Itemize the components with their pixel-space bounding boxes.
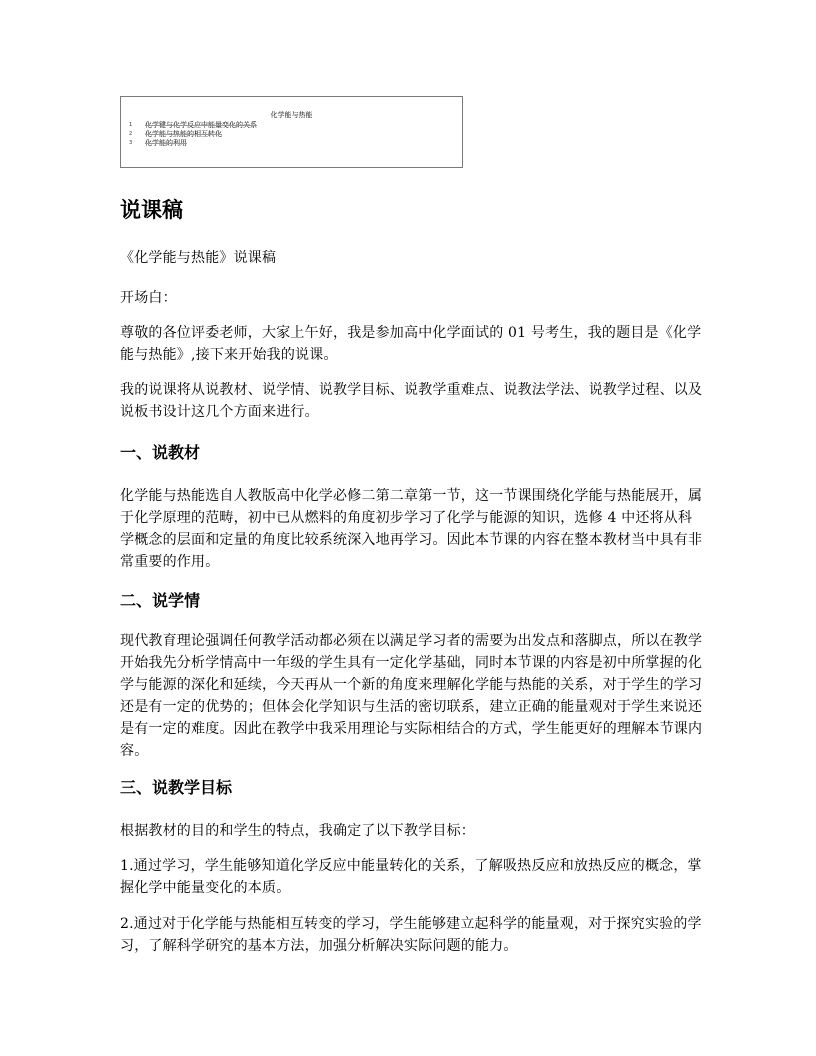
thumbnail-item-text: 化学能与热能的相互转化 <box>145 130 222 138</box>
thumbnail-item-number: 3 <box>129 140 133 146</box>
document-title: 说课稿 <box>120 198 183 222</box>
section-heading-textbook: 一、说教材 <box>120 443 201 462</box>
opening-paragraph-2: 我的说课将从说教材、说学情、说教学目标、说教学重难点、说教法学法、说教学过程、以及说板书设计这几个方面来进行。 <box>120 382 703 420</box>
thumbnail-item <box>129 139 257 148</box>
thumbnail-item-number: 2 <box>129 131 133 137</box>
opening-label: 开场白： <box>120 290 177 306</box>
thumbnail-list <box>129 121 257 148</box>
thumbnail-item <box>129 121 257 130</box>
thumbnail-item-text: 化学能的利用 <box>145 139 187 147</box>
objective-item-2: 2.通过对于化学能与热能相互转变的学习，学生能够建立起科学的能量观，对于探究实验的学习，了解科学研究的基本方法，加强分析解决实际问题的能力。 <box>120 916 702 954</box>
section-heading-students: 二、说学情 <box>120 591 201 610</box>
document-subtitle: 《化学能与热能》说课稿 <box>120 250 277 266</box>
thumbnail-item-text: 化学键与化学反应中能量变化的关系 <box>145 121 257 129</box>
section-heading-objectives: 三、说教学目标 <box>120 778 233 797</box>
section-body-students: 现代教育理论强调任何教学活动都必须在以满足学习者的需要为出发点和落脚点，所以在教学开始我先分析学情高中一年级的学生具有一定化学基础，同时本节课的内容是初中所掌握的化学与能源的深化和延续，今天再从一个新的角度来理解化学能与热能的关系，对于学生的学习还是有一定的优势的；但体会化学知识与生活的密切联系，建立正确的能量观对于学生来说还是有一定的难度。因此在教学中我采用理论与实际相结合的方式，学生能更好的理解本节课内容。 <box>120 633 703 759</box>
thumbnail-item <box>129 130 257 139</box>
objectives-intro: 根据教材的目的和学生的特点，我确定了以下教学目标： <box>120 823 475 839</box>
thumbnail-item-number: 1 <box>129 122 133 128</box>
slide-thumbnail <box>120 96 463 168</box>
section-body-textbook: 化学能与热能选自人教版高中化学必修二第二章第一节，这一节课围绕化学能与热能展开，属于化学原理的范畴，初中已从燃料的角度初步学习了化学与能源的知识，选修 4 中还将从科学概念的层面和定量的角度比较系统深入地再学习。因此本节课的内容在整本教材当中具有非常重要的作用。 <box>120 488 703 570</box>
thumbnail-title: 化学能与热能 <box>270 111 313 119</box>
objective-item-1: 1.通过学习，学生能够知道化学反应中能量转化的关系，了解吸热反应和放热反应的概念，掌握化学中能量变化的本质。 <box>120 858 702 896</box>
opening-paragraph-1: 尊敬的各位评委老师，大家上午好，我是参加高中化学面试的 01 号考生，我的题目是《化学能与热能》,接下来开始我的说课。 <box>120 325 702 363</box>
